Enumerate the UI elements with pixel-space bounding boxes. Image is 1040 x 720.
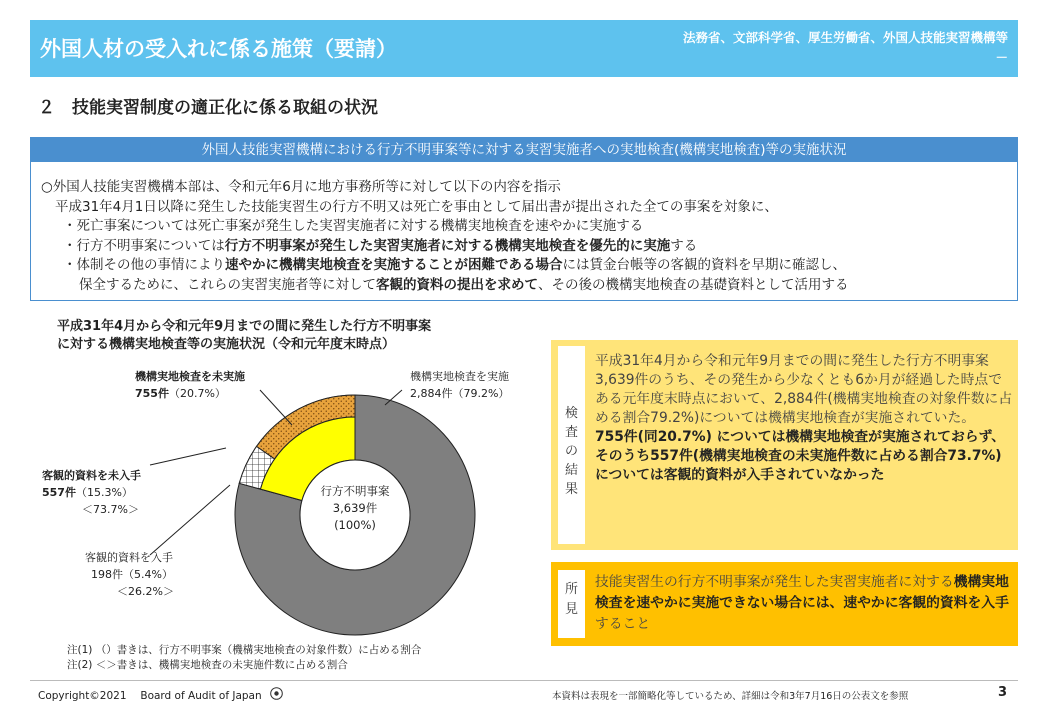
board-seal-icon <box>270 687 283 700</box>
ministries-tail: － <box>995 50 1008 65</box>
center-pct: (100%) <box>334 518 376 532</box>
instruction-bullet-cont: 保全するために、これらの実習実施者等に対して客観的資料の提出を求めて、その後の機構実地検査の基礎資料として活用する <box>79 276 849 293</box>
chart-notes: 注(1) （）書きは、行方不明事案（機構実地検査の対象件数）に占める割合 注(2) ＜＞書きは、機構実地検査の未実施件数に占める割合 <box>67 644 422 671</box>
donut-center-label <box>300 483 410 534</box>
disclaimer: 本資料は表現を一部簡略化等しているため、詳細は令和3年7月16日の公表文を参照 <box>552 691 909 702</box>
center-name: 行方不明事案 <box>320 484 390 498</box>
finding-text: 技能実習生の行方不明事案が発生した実習実施者に対する機構実地検査を速やかに実施できない場合には、速やかに客観的資料を入手すること <box>595 574 1009 632</box>
finding-tag: 所 見 <box>558 570 585 638</box>
result-text: 平成31年4月から令和元年9月までの間に発生した行方不明事案3,639件のうち、その発生から少なくとも6か月が経過した時点である元年度末時点において、2,884件(機構実地検査の対象件数に占める割合79.2%)については機構実地検査が実施されていた。 755件(同20.7%) については機構実地検査が実施されておらず、そのうち557件(機構実地検査の未実施件数に占める割合73.7%)については客観的資料が入手されていなかった <box>595 353 1013 483</box>
page-number: 3 <box>998 685 1008 700</box>
result-tag: 検 査 の 結 果 <box>558 346 585 544</box>
instruction-bullet: ・体制その他の事情により速やかに機構実地検査を実施することが困難である場合には賃金台帳等の客観的資料を早期に確認し、 <box>63 257 846 274</box>
result-panel <box>551 340 1018 550</box>
footer-divider <box>30 680 1018 681</box>
ministries-text: 法務省、文部科学省、厚生労働省、外国人技能実習機構等 <box>682 30 1008 45</box>
instruction-bullet: ・行方不明事案については行方不明事案が発生した実習実施者に対する機構実地検査を優先的に実施する <box>63 237 698 254</box>
label-not-obtained: 客観的資料を未入手 557件（15.3%） ＜73.7%＞ <box>42 469 141 516</box>
section-title: ２ 技能実習制度の適正化に係る取組の状況 <box>38 98 378 118</box>
finding-panel <box>551 562 1018 646</box>
center-value: 3,639件 <box>332 501 378 515</box>
page-title: 外国人材の受入れに係る施策（要請） <box>40 37 397 61</box>
instruction-box-body <box>31 162 1017 296</box>
ministries-label <box>588 28 1008 68</box>
chart-title: 平成31年4月から令和元年9月までの間に発生した行方不明事案 に対する機構実地検査等の実施状況（令和元年度末時点） <box>57 319 432 352</box>
label-unimplemented: 機構実地検査を未実施 755件（20.7%） <box>135 370 245 400</box>
instruction-box <box>30 137 1018 301</box>
instruction-bullet: ・死亡事案については死亡事案が発生した実習実施者に対する機構実地検査を速やかに実施する <box>63 218 644 235</box>
instruction-line: ○外国人技能実習機構本部は、令和元年6月に地方事務所等に対して以下の内容を指示 <box>41 179 561 195</box>
instruction-box-header: 外国人技能実習機構における行方不明事案等に対する実習実施者への実地検査(機構実地検査)等の実施状況 <box>31 138 1017 162</box>
header-bar <box>30 20 1018 77</box>
instruction-line: 平成31年4月1日以降に発生した技能実習生の行方不明又は死亡を事由として届出書が提出された全ての事案を対象に、 <box>55 198 778 215</box>
label-implemented: 機構実地検査を実施 2,884件（79.2%） <box>410 370 510 400</box>
label-obtained: 客観的資料を入手 198件（5.4%） ＜26.2%＞ <box>85 551 174 598</box>
copyright: Copyright©2021 Board of Audit of Japan <box>38 690 262 702</box>
